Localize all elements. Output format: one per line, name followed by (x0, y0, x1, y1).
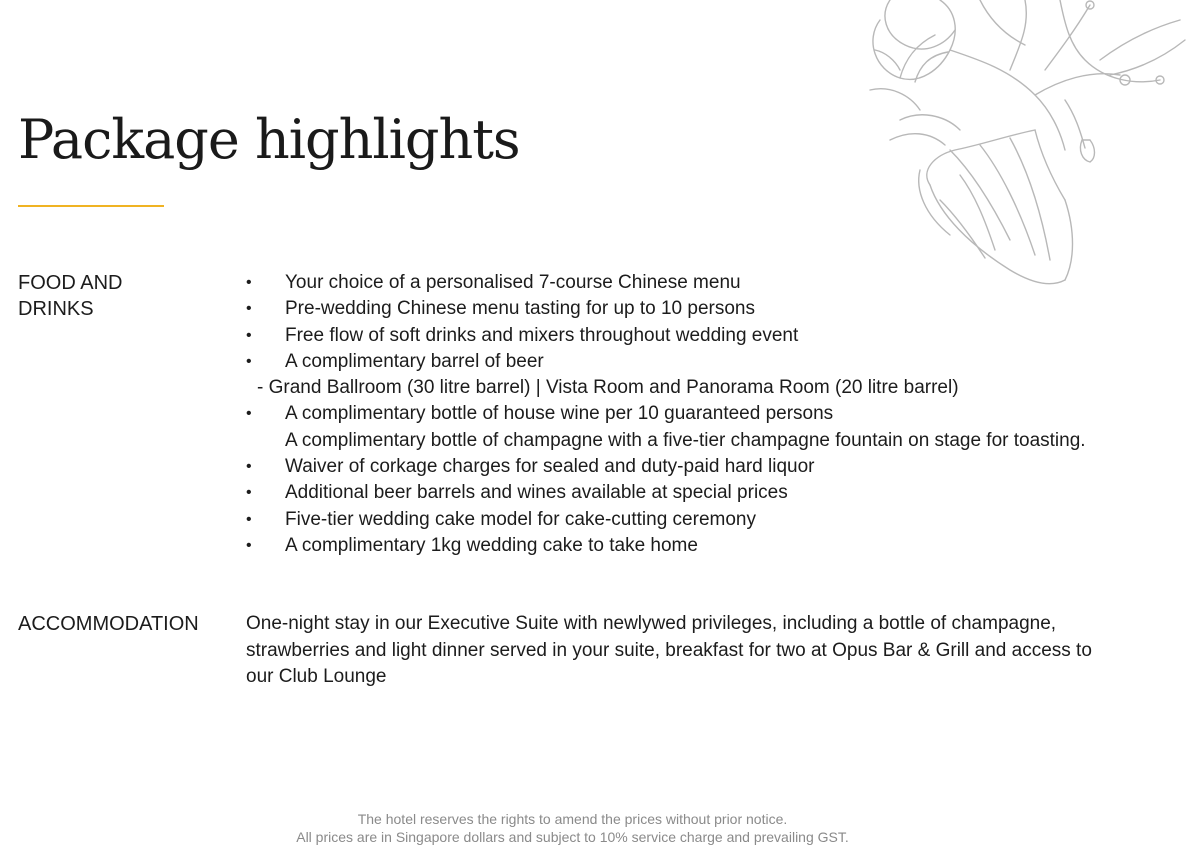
list-item (246, 454, 1146, 480)
section-label-line: FOOD AND (18, 272, 123, 294)
section-label-food-and-drinks (18, 270, 218, 322)
list-item (246, 401, 1146, 427)
floral-illustration (860, 0, 1200, 290)
list-item-text: Waiver of corkage charges for sealed and duty-paid hard liquor (285, 456, 815, 478)
list-item-text: A complimentary 1kg wedding cake to take home (285, 534, 698, 556)
list-item-text: Free flow of soft drinks and mixers throughout wedding event (285, 324, 799, 346)
food-and-drinks-list (246, 270, 1146, 559)
section-label-accommodation: ACCOMMODATION (18, 613, 199, 635)
list-item-text: Additional beer barrels and wines available at special prices (285, 482, 788, 504)
footer-line: All prices are in Singapore dollars and subject to 10% service charge and prevailing GST. (296, 829, 849, 845)
list-item (246, 296, 1146, 322)
section-label-line: DRINKS (18, 298, 94, 320)
bullet-icon: • (246, 536, 252, 554)
bullet-icon: • (246, 300, 252, 318)
list-item-continuation (246, 375, 1146, 401)
list-item (246, 507, 1146, 533)
bullet-icon: • (246, 352, 252, 370)
bullet-icon: • (246, 510, 252, 528)
title-underline (18, 205, 164, 207)
list-item (246, 349, 1146, 375)
bullet-icon: • (246, 484, 252, 502)
list-item-continuation (246, 428, 1146, 454)
list-item-text: Pre-wedding Chinese menu tasting for up to 10 persons (285, 298, 755, 320)
list-item-text: A complimentary barrel of beer (285, 350, 544, 372)
list-item (246, 533, 1146, 559)
list-item-text: A complimentary bottle of house wine per 10 guaranteed persons (285, 403, 834, 425)
list-item-text: Five-tier wedding cake model for cake-cutting ceremony (285, 508, 756, 530)
page-title: Package highlights (18, 108, 520, 171)
footer-line: The hotel reserves the rights to amend the prices without prior notice. (357, 811, 788, 827)
list-item-text: Your choice of a personalised 7-course Chinese menu (285, 272, 741, 293)
footer-disclaimer (0, 810, 1145, 846)
bullet-icon: • (246, 274, 252, 291)
list-item-text: A complimentary bottle of champagne with a five-tier champagne fountain on stage for toasting. (285, 429, 1086, 451)
list-item-text: - Grand Ballroom (30 litre barrel) | Vista Room and Panorama Room (20 litre barrel) (257, 377, 959, 399)
accommodation-description: One-night stay in our Executive Suite with newlywed privileges, including a bottle of champagne, strawberries and light dinner served in your suite, breakfast for two at Opus Bar & Grill and access to our Club Lounge (246, 613, 1092, 687)
bullet-icon: • (246, 405, 252, 423)
bullet-icon: • (246, 326, 252, 344)
bullet-icon: • (246, 458, 252, 476)
list-item (246, 480, 1146, 506)
list-item (246, 323, 1146, 349)
list-item (246, 270, 1146, 296)
